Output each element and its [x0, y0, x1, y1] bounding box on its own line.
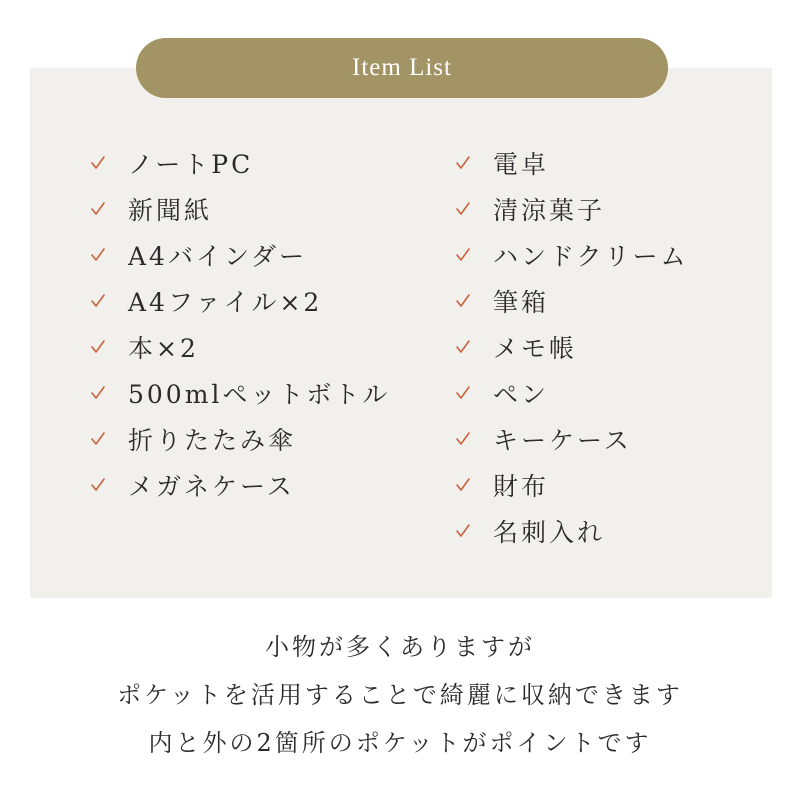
item-label: 電卓	[493, 150, 550, 179]
check-mark-icon	[455, 477, 471, 493]
check-mark-icon	[455, 385, 471, 401]
list-item	[455, 508, 689, 554]
item-label: 清涼菓子	[493, 196, 606, 225]
item-label: 財布	[493, 472, 550, 501]
item-list-title-text: Item List	[352, 54, 452, 81]
caption-line-2: ポケットを活用することで綺麗に収納できます	[117, 681, 683, 709]
item-label: A4ファイル×2	[128, 288, 323, 317]
check-mark-icon	[90, 201, 106, 217]
item-label: メモ帳	[493, 334, 578, 363]
check-mark-icon	[90, 155, 106, 171]
check-mark-icon	[90, 339, 106, 355]
left-item-list	[90, 140, 390, 508]
check-mark-icon	[455, 431, 471, 447]
check-mark-icon	[455, 201, 471, 217]
check-mark-icon	[455, 247, 471, 263]
check-mark-icon	[455, 339, 471, 355]
check-mark-icon	[455, 523, 471, 539]
list-item	[90, 462, 390, 508]
list-item	[90, 278, 390, 324]
item-label: 筆箱	[493, 288, 550, 317]
right-item-list	[455, 140, 689, 554]
item-label: ペン	[493, 380, 550, 409]
check-mark-icon	[455, 293, 471, 309]
list-item	[455, 462, 689, 508]
list-item	[455, 232, 689, 278]
list-item	[90, 324, 390, 370]
list-item	[455, 186, 689, 232]
caption-line-1: 小物が多くありますが	[265, 633, 535, 661]
check-mark-icon	[90, 385, 106, 401]
list-item	[90, 232, 390, 278]
list-item	[90, 416, 390, 462]
check-mark-icon	[90, 293, 106, 309]
item-label: メガネケース	[128, 472, 295, 501]
list-item	[455, 278, 689, 324]
list-item	[90, 140, 390, 186]
check-mark-icon	[455, 155, 471, 171]
list-item	[90, 370, 390, 416]
item-label: ハンドクリーム	[493, 242, 689, 271]
list-item	[455, 324, 689, 370]
item-label: 500mlペットボトル	[128, 380, 391, 409]
list-item	[455, 140, 689, 186]
check-mark-icon	[90, 477, 106, 493]
list-item	[90, 186, 390, 232]
list-item	[455, 370, 689, 416]
item-label: 折りたたみ傘	[128, 426, 297, 455]
item-label: A4バインダー	[128, 242, 307, 271]
list-item	[455, 416, 689, 462]
check-mark-icon	[90, 431, 106, 447]
item-list-title	[136, 38, 668, 98]
item-label: ノートPC	[128, 150, 254, 179]
caption-line-3: 内と外の2箇所のポケットがポイントです	[148, 729, 652, 757]
item-label: 名刺入れ	[493, 518, 606, 547]
item-label: 新聞紙	[128, 196, 213, 225]
item-label: キーケース	[493, 426, 632, 455]
item-label: 本×2	[128, 334, 199, 363]
check-mark-icon	[90, 247, 106, 263]
